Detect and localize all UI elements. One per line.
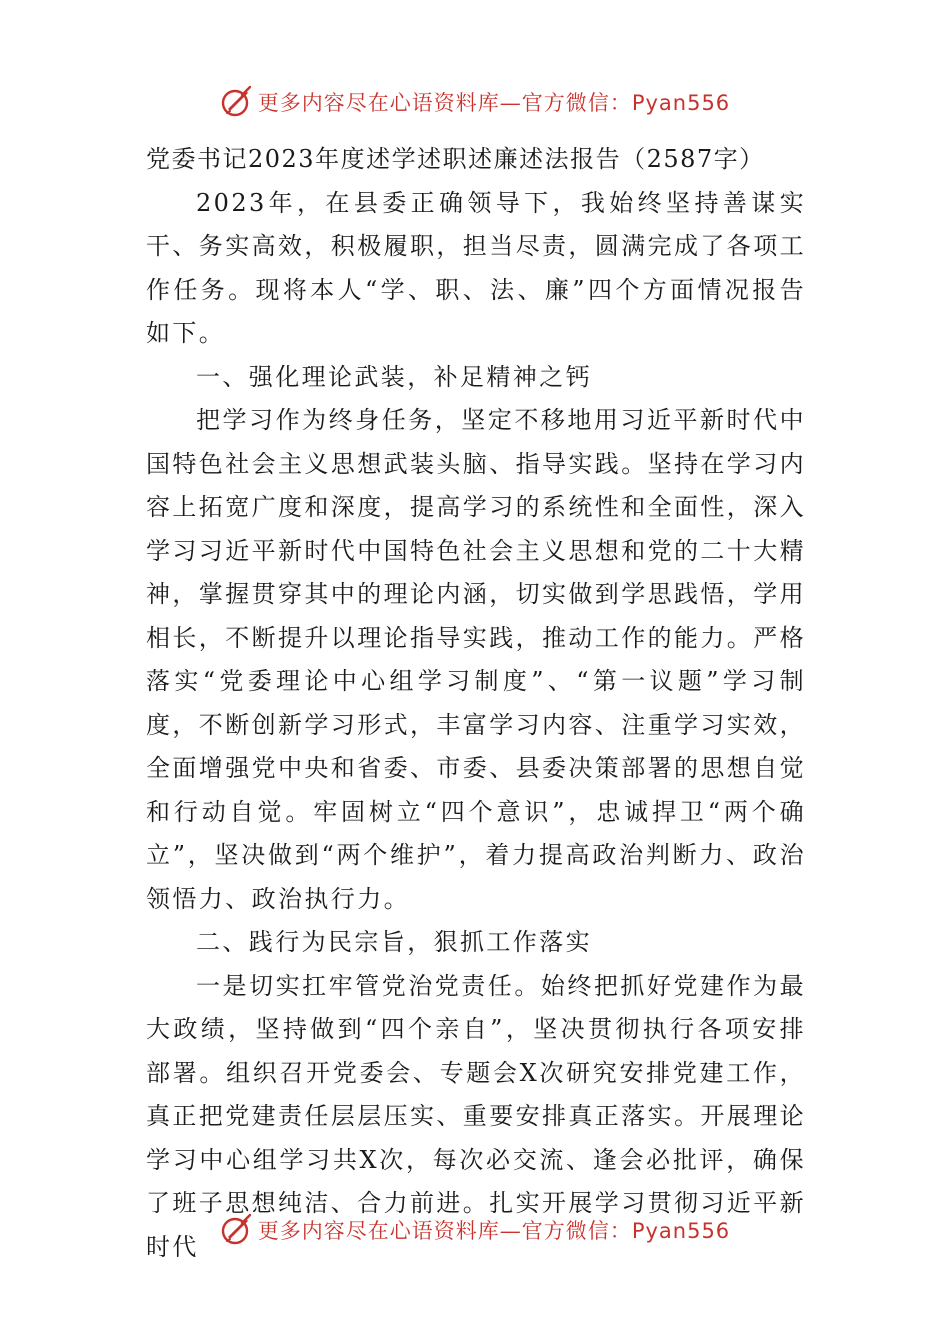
banner-text: 更多内容尽在心语资料库—官方微信：Pyan556 (257, 91, 731, 115)
paragraph-party-building: 一是切实扛牢管党治党责任。始终把抓好党建作为最大政绩，坚持做到“四个亲自”，坚决贯彻执行各项安排部署。组织召开党委会、专题会X次研究安排党建工作，真正把党建责任层层压实、重要安排真正落实。开展理论学习中心组学习共X次，每次必交流、逢会必批评，确保了班子思想纯洁、合力前进。扎实开展学习贯彻习近平新时代 (146, 971, 806, 1261)
section-heading-2: 二、践行为民宗旨，狠抓工作落实 (196, 928, 592, 956)
pen-logo-icon (220, 85, 254, 119)
paragraph-intro: 2023年，在县委正确领导下，我始终坚持善谋实干、务实高效，积极履职，担当尽责，圆满完成了各项工作任务。现将本人“学、职、法、廉”四个方面情况报告如下。 (146, 188, 806, 347)
footer-wechat-handle: Pyan556 (631, 1219, 731, 1243)
document-title: 党委书记2023年度述学述职述廉述法报告（2587字） (146, 145, 765, 173)
footer-banner (0, 1208, 950, 1252)
footer-banner-text: 更多内容尽在心语资料库—官方微信：Pyan556 (257, 1219, 731, 1243)
pen-logo-icon (220, 1213, 254, 1247)
header-banner (0, 80, 950, 124)
paragraph-study: 把学习作为终身任务，坚定不移地用习近平新时代中国特色社会主义思想武装头脑、指导实践。坚持在学习内容上拓宽广度和深度，提高学习的系统性和全面性，深入学习习近平新时代中国特色社会主义思想和党的二十大精神，掌握贯穿其中的理论内涵，切实做到学思践悟，学用相长，不断提升以理论指导实践，推动工作的能力。严格落实“党委理论中心组学习制度”、“第一议题”学习制度，不断创新学习形式，丰富学习内容、注重学习实效，全面增强党中央和省委、市委、县委决策部署的思想自觉和行动自觉。牢固树立“四个意识”，忠诚捍卫“两个确立”，坚决做到“两个维护”，着力提高政治判断力、政治领悟力、政治执行力。 (146, 406, 806, 913)
section-heading-1: 一、强化理论武装，补足精神之钙 (196, 362, 592, 391)
document-body (146, 138, 806, 1269)
wechat-handle: Pyan556 (631, 91, 731, 115)
